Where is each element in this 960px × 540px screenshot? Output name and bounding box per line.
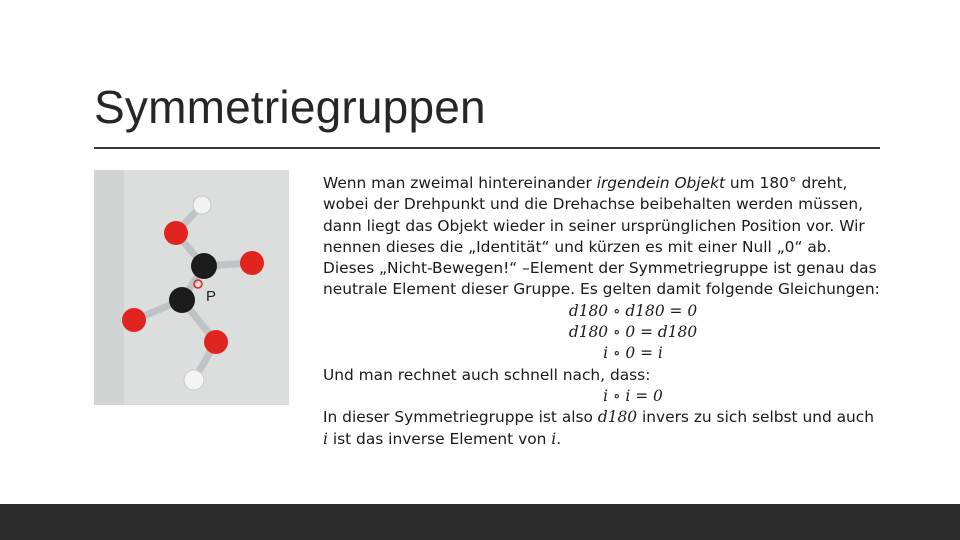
pivot-label: P xyxy=(206,288,217,305)
paragraph-line: neutrale Element dieser Gruppe. Es gelten damit folgende Gleichungen: xyxy=(323,280,880,299)
equation: i ∘ i = 0 xyxy=(603,386,663,405)
closing-line: i ist das inverse Element von i. xyxy=(323,429,562,448)
middle-line: Und man rechnet auch schnell nach, dass: xyxy=(323,365,651,384)
title-divider xyxy=(94,147,880,149)
closing-line: In dieser Symmetriegruppe ist also d180 invers zu sich selbst und auch xyxy=(323,408,875,427)
paragraph-line: Dieses „Nicht-Bewegen!“ –Element der Symmetriegruppe ist genau das xyxy=(323,259,877,278)
paragraph-line: Wenn man zweimal hintereinander irgendein Objekt um 180° dreht, xyxy=(323,174,848,192)
equation: i ∘ 0 = i xyxy=(603,344,663,363)
bottom-bar xyxy=(0,504,960,540)
slide-title: Symmetriegruppen xyxy=(94,81,486,133)
paragraph-line: wobei der Drehpunkt und die Drehachse beibehalten werden müssen, xyxy=(323,195,863,214)
equation: d180 ∘ d180 = 0 xyxy=(568,301,698,320)
paragraph-line: nennen dieses die „Identität“ und kürzen es mit einer Null „0“ ab. xyxy=(323,237,832,256)
molecule-photo xyxy=(94,170,289,405)
body-text xyxy=(323,173,923,450)
paragraph-line: dann liegt das Objekt wieder in seiner ursprünglichen Position vor. Wir xyxy=(323,216,865,235)
molecule-model-image xyxy=(94,170,289,405)
equation: d180 ∘ 0 = d180 xyxy=(568,323,698,342)
